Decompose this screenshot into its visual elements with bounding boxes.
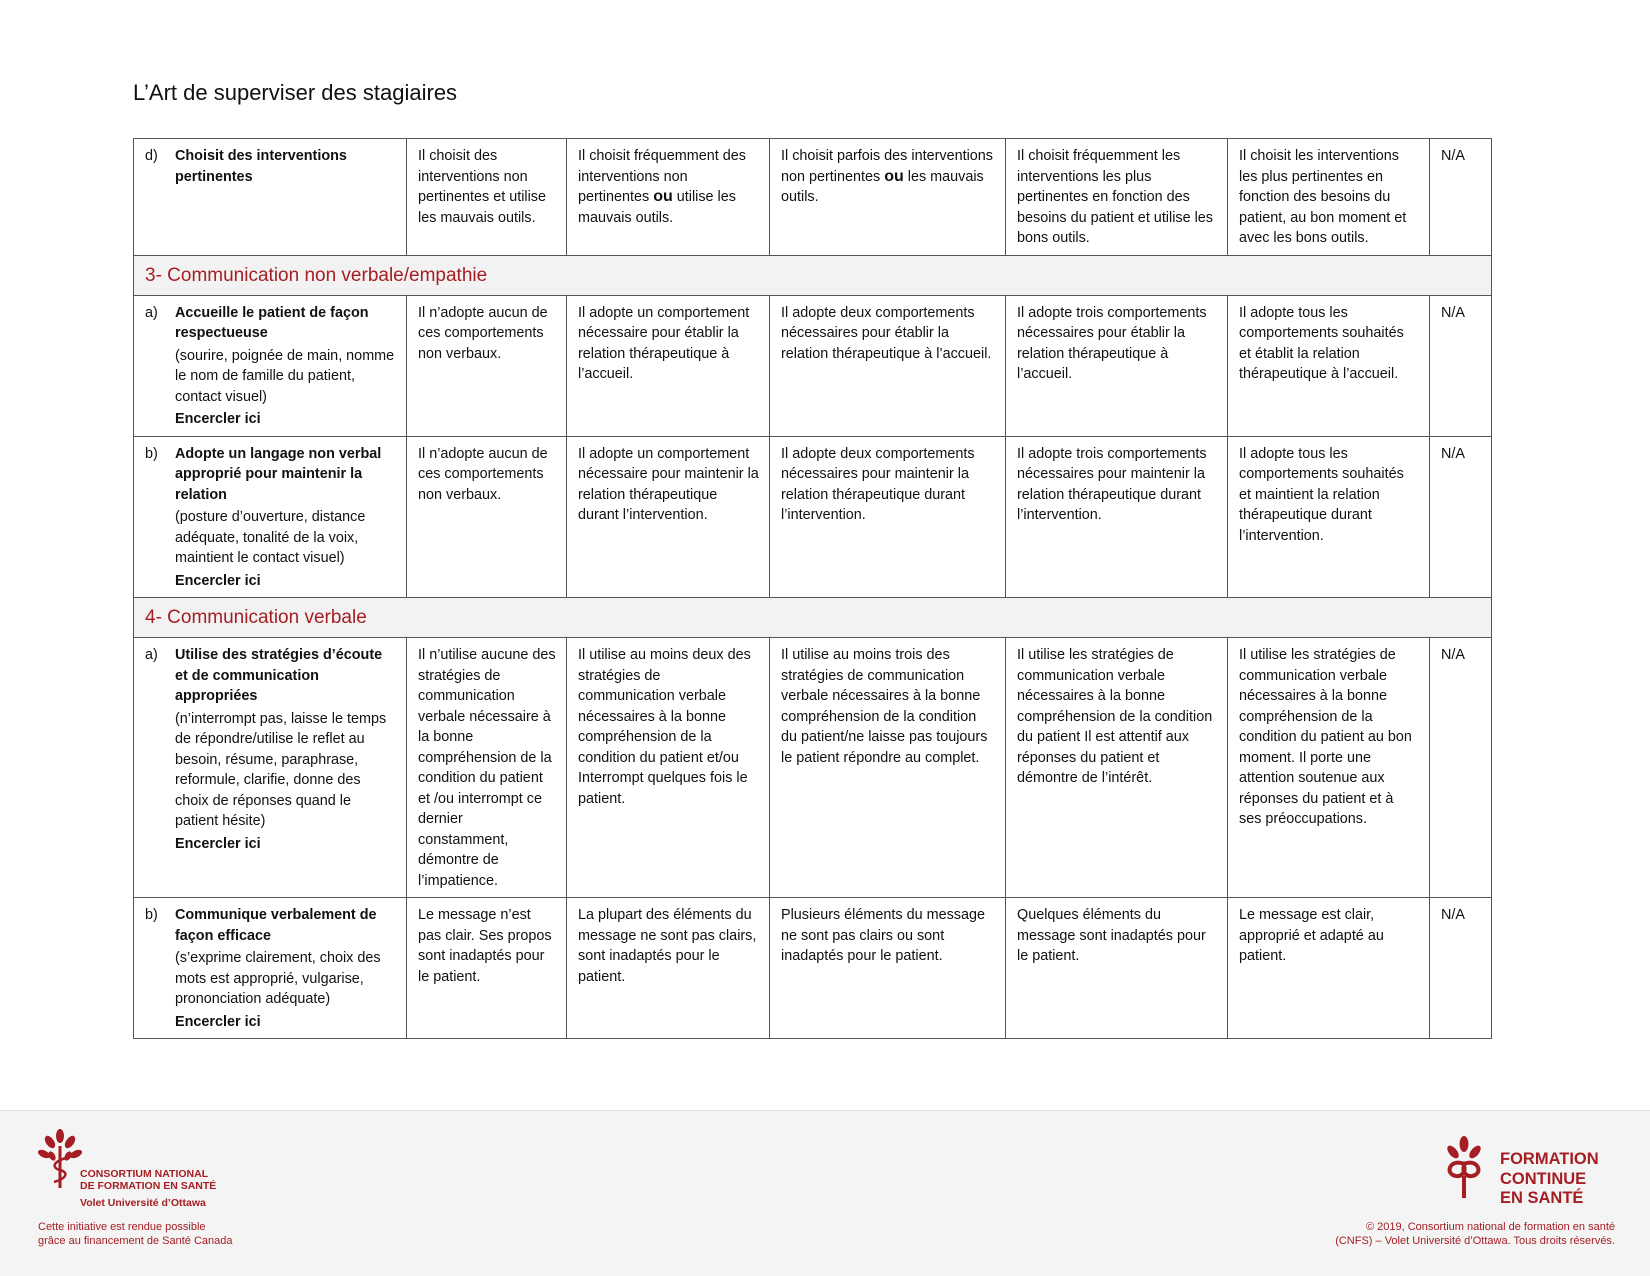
criterion-cell xyxy=(134,139,407,256)
level-cell: Il n’adopte aucun de ces comportements non verbaux. xyxy=(407,295,567,436)
copyright-notice xyxy=(1335,1220,1615,1248)
criterion-letter: d) xyxy=(145,148,158,164)
criterion-letter: b) xyxy=(145,445,158,462)
funding-line-2: grâce au financement de Santé Canada xyxy=(38,1235,233,1247)
table-row xyxy=(134,638,1492,898)
cnfs-wordmark xyxy=(80,1168,216,1192)
criterion-title: Accueille le patient de façon respectueuse xyxy=(175,304,369,341)
knot-tree-icon xyxy=(1440,1136,1488,1200)
criterion-cell xyxy=(134,638,407,898)
na-cell[interactable]: N/A xyxy=(1430,295,1492,436)
criterion-title: Choisit des interventions pertinentes xyxy=(175,148,347,185)
level-cell: Quelques éléments du message sont inadaptés pour le patient. xyxy=(1006,898,1228,1039)
criterion-title: Utilise des stratégies d’écoute et de communication appropriées xyxy=(175,647,383,704)
criterion-cell xyxy=(134,295,407,436)
encircle-label[interactable]: Encercler ici xyxy=(175,572,261,589)
level-cell: Il utilise au moins deux des stratégies de communication verbale nécessaires à la bonne compréhension de la condition du patient et/ou Interrompt quelques fois le patient. xyxy=(567,638,770,898)
level-cell: Le message n’est pas clair. Ses propos sont inadaptés pour le patient. xyxy=(407,898,567,1039)
encircle-label[interactable]: Encercler ici xyxy=(175,1013,261,1030)
fcs-line-1: FORMATION xyxy=(1500,1150,1599,1168)
footer-bar xyxy=(0,1110,1650,1276)
level-cell: Il utilise au moins trois des stratégies de communication verbale nécessaires à la bonne compréhension de la condition du patient/ne laisse pas toujours le patient répondre au complet. xyxy=(770,638,1006,898)
criterion-note: (n’interrompt pas, laisse le temps de répondre/utilise le reflet au besoin, résume, paraphrase, reformule, clarifie, donne des choix de réponses quand le patient hésite) xyxy=(175,710,387,829)
na-cell[interactable]: N/A xyxy=(1430,638,1492,898)
encircle-label[interactable]: Encercler ici xyxy=(175,835,261,852)
criterion-cell xyxy=(134,898,407,1039)
criterion-note: (sourire, poignée de main, nomme le nom de famille du patient, contact visuel) xyxy=(175,347,395,405)
level-cell: Il utilise les stratégies de communication verbale nécessaires à la bonne compréhension de la condition du patient au bon moment. Il porte une attention soutenue aux réponses du patient et à ses préoccupations. xyxy=(1228,638,1430,898)
criterion-note: (s’exprime clairement, choix des mots est approprié, vulgarise, prononciation adéquate) xyxy=(175,950,381,1007)
level-cell: Il adopte trois comportements nécessaires pour établir la relation thérapeutique à l’accueil. xyxy=(1006,295,1228,436)
criterion-letter: a) xyxy=(145,647,158,663)
level-cell: Il adopte tous les comportements souhaités et établit la relation thérapeutique à l’accueil. xyxy=(1228,295,1430,436)
na-cell[interactable]: N/A xyxy=(1430,898,1492,1039)
rubric-table xyxy=(133,138,1492,1039)
level-text: Il choisit parfois des interventions non pertinentes xyxy=(781,148,993,185)
cnfs-line-2: DE FORMATION EN SANTÉ xyxy=(80,1180,217,1192)
level-cell: Il adopte un comportement nécessaire pour maintenir la relation thérapeutique durant l’intervention. xyxy=(567,436,770,598)
level-text: les mauvais outils. xyxy=(781,168,984,205)
level-cell: Il adopte un comportement nécessaire pour établir la relation thérapeutique à l’accueil. xyxy=(567,295,770,436)
emphasis-text: ou xyxy=(884,167,904,185)
copyright-line-1: © 2019, Consortium national de formation en santé xyxy=(1365,1221,1615,1233)
cnfs-line-1: CONSORTIUM NATIONAL xyxy=(80,1168,209,1180)
level-cell: Il utilise les stratégies de communication verbale nécessaires à la bonne compréhension de la condition du patient Il est attentif aux réponses du patient et démontre de l’intérêt. xyxy=(1006,638,1228,898)
na-cell[interactable]: N/A xyxy=(1430,436,1492,598)
fcs-line-2: CONTINUE xyxy=(1500,1169,1587,1188)
level-cell: Il n’adopte aucun de ces comportements non verbaux. xyxy=(407,436,567,598)
criterion-title: Adopte un langage non verbal approprié pour maintenir la relation xyxy=(175,445,382,503)
fcs-logo xyxy=(1440,1136,1488,1205)
section-header-row xyxy=(134,598,1492,638)
level-cell: Il adopte deux comportements nécessaires pour établir la relation thérapeutique à l’accueil. xyxy=(770,295,1006,436)
level-cell: Plusieurs éléments du message ne sont pas clairs ou sont inadaptés pour le patient. xyxy=(770,898,1006,1039)
level-cell: Il adopte trois comportements nécessaires pour maintenir la relation thérapeutique durant l’intervention. xyxy=(1006,436,1228,598)
criterion-title: Communique verbalement de façon efficace xyxy=(175,907,377,944)
page-title: L’Art de superviser des stagiaires xyxy=(133,80,458,105)
section-title: 4- Communication verbale xyxy=(134,598,1492,638)
level-cell: Il choisit les interventions les plus pertinentes en fonction des besoins du patient, au bon moment et avec les bons outils. xyxy=(1228,139,1430,256)
copyright-line-2: (CNFS) – Volet Université d’Ottawa. Tous droits réservés. xyxy=(1335,1235,1615,1247)
table-row xyxy=(134,436,1492,598)
level-cell xyxy=(567,139,770,256)
encircle-label[interactable]: Encercler ici xyxy=(175,411,261,427)
level-cell: Il adopte tous les comportements souhaités et maintient la relation thérapeutique durant l’intervention. xyxy=(1228,436,1430,598)
section-title: 3- Communication non verbale/empathie xyxy=(134,255,1492,295)
criterion-note: (posture d’ouverture, distance adéquate, tonalité de la voix, maintient le contact visuel) xyxy=(175,509,366,566)
level-text: utilise les mauvais outils. xyxy=(578,189,736,226)
fcs-wordmark xyxy=(1500,1150,1599,1209)
caduceus-tree-icon xyxy=(38,1128,82,1192)
table-row xyxy=(134,898,1492,1039)
emphasis-text: ou xyxy=(653,188,673,205)
table-row xyxy=(134,295,1492,436)
level-cell: Il adopte deux comportements nécessaires pour maintenir la relation thérapeutique durant l’intervention. xyxy=(770,436,1006,598)
funding-note xyxy=(38,1220,268,1248)
fcs-line-3: EN SANTÉ xyxy=(1500,1189,1584,1207)
table-row xyxy=(134,139,1492,256)
funding-line-1: Cette initiative est rendue possible xyxy=(38,1221,206,1233)
section-header-row xyxy=(134,255,1492,295)
na-cell[interactable]: N/A xyxy=(1430,139,1492,256)
criterion-letter: a) xyxy=(145,304,158,321)
level-cell: Il choisit fréquemment les interventions les plus pertinentes en fonction des besoins du patient et utilise les bons outils. xyxy=(1006,139,1228,256)
level-text: Il choisit fréquemment des interventions non pertinentes xyxy=(578,148,746,205)
cnfs-subtitle: Volet Université d’Ottawa xyxy=(80,1197,206,1209)
criterion-letter: b) xyxy=(145,907,158,923)
level-cell: La plupart des éléments du message ne sont pas clairs, sont inadaptés pour le patient. xyxy=(567,898,770,1039)
level-cell: Il n’utilise aucune des stratégies de communication verbale nécessaire à la bonne compréhension de la condition du patient et /ou interrompt ce dernier constamment, démontre de l’impatience. xyxy=(407,638,567,898)
level-cell: Il choisit des interventions non pertinentes et utilise les mauvais outils. xyxy=(407,139,567,256)
level-cell: Le message est clair, approprié et adapté au patient. xyxy=(1228,898,1430,1039)
level-cell xyxy=(770,139,1006,256)
criterion-cell xyxy=(134,436,407,598)
